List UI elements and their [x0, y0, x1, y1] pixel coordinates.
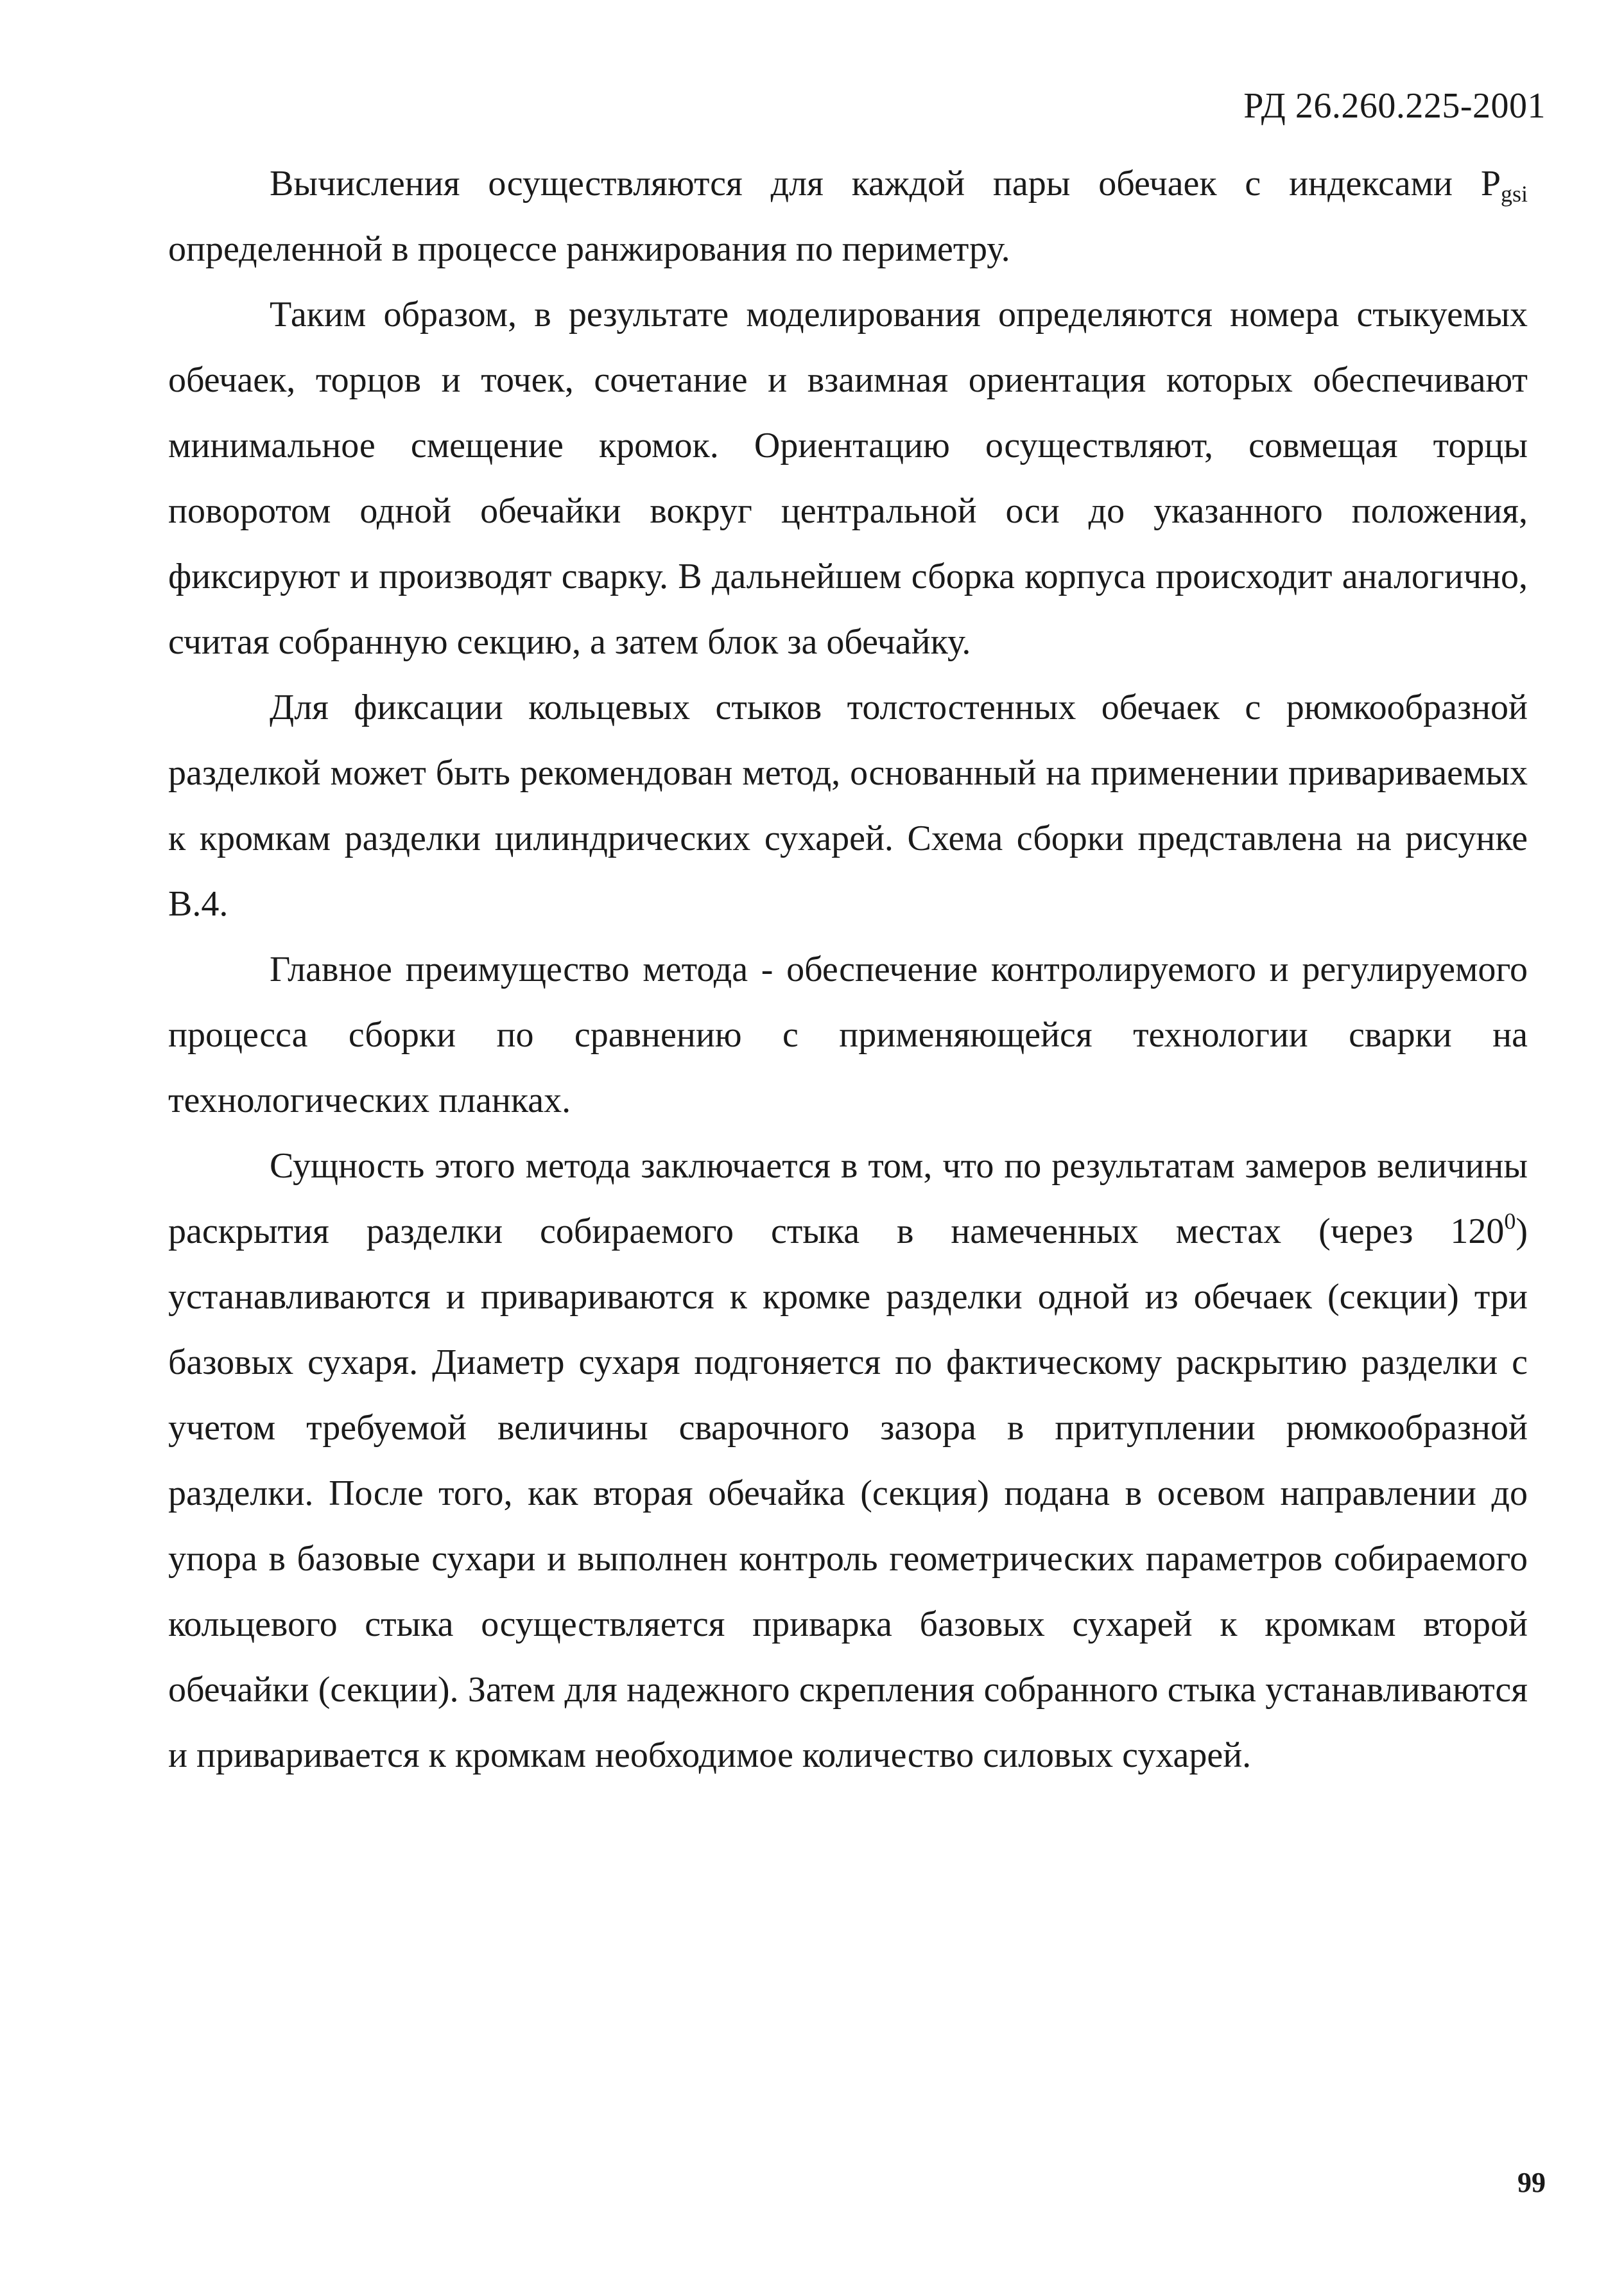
body-text — [168, 151, 1528, 1788]
paragraph-5-text-after: ) устанавливаются и привариваются к кромке разделки одной из обечаек (секции) три базовых сухаря. Диаметр сухаря подгоняется по фактическому раскрытию разделки с учетом требуемой величины сварочного зазора в притуплении рюмкообразной разделки. После того, как вторая обечайка (секция) подана в осевом направлении до упора в базовые сухари и выполнен контроль геометрических параметров собираемого кольцевого стыка осуществляется приварка базовых сухарей к кромкам второй обечайки (секции). Затем для надежного скрепления собранного стыка устанавливаются и приваривается к кромкам необходимое количество силовых сухарей. — [168, 1211, 1528, 1775]
paragraph-4: Главное преимущество метода - обеспечение контролируемого и регулируемого процесса сборки по сравнению с применяющейся технологии сварки на технологических планках. — [168, 950, 1528, 1120]
paragraph-2: Таким образом, в результате моделирования определяются номера стыкуемых обечаек, торцов и точек, сочетание и взаимная ориентация которых обеспечивают минимальное смещение кромок. Ориентацию осуществляют, совмещая торцы поворотом одной обечайки вокруг центральной оси до указанного положения, фиксируют и производят сварку. В дальнейшем сборка корпуса происходит аналогично, считая собранную секцию, а затем блок за обечайку. — [168, 295, 1528, 662]
document-code: РД 26.260.225-2001 — [1243, 86, 1546, 126]
degree-superscript: 0 — [1504, 1208, 1516, 1234]
paragraph-1-text-before: Вычисления осуществляются для каждой пары обечаек с индексами P — [270, 164, 1501, 204]
paragraph-1-text-after: определенной в процессе ранжирования по периметру. — [168, 229, 1010, 269]
paragraph-1 — [168, 151, 1528, 282]
paragraph-5-text-before: Сущность этого метода заключается в том, что по результатам замеров величины раскрытия разделки собираемого стыка в намеченных местах (через 120 — [168, 1146, 1528, 1251]
index-subscript: gsi — [1500, 181, 1528, 207]
paragraph-5 — [168, 1133, 1528, 1788]
paragraph-3: Для фиксации кольцевых стыков толстостенных обечаек с рюмкообразной разделкой может быть рекомендован метод, основанный на применении привариваемых к кромкам разделки цилиндрических сухарей. Схема сборки представлена на рисунке В.4. — [168, 688, 1528, 924]
page-number: 99 — [1517, 2167, 1546, 2198]
